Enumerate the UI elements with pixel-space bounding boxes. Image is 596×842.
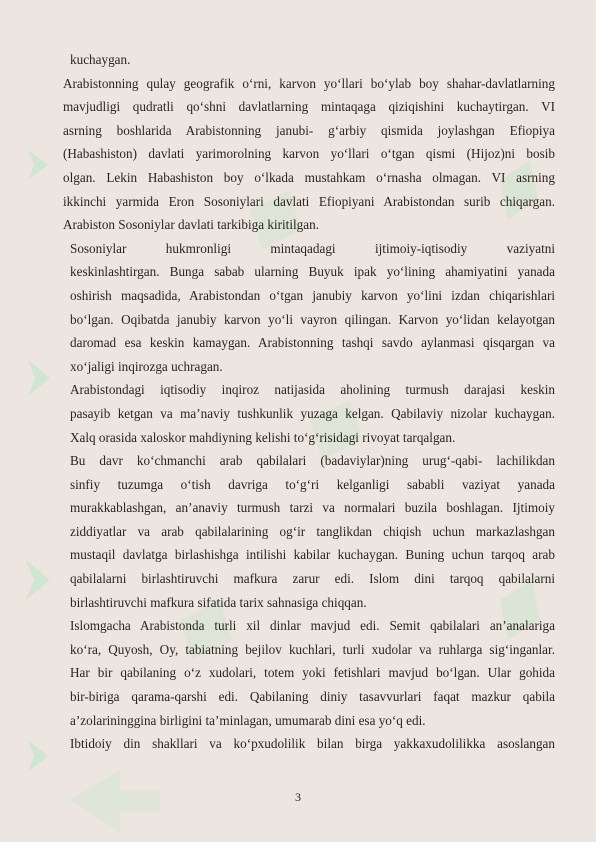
text-line: Har bir qabilaning o‘z xudolari, totem yoki fetishlari mavjud bo‘lgan. Ular gohida: [70, 665, 555, 681]
text-line: Arabistondagi iqtisodiy inqiroz natijasida aholining turmush darajasi keskin: [70, 382, 555, 398]
paragraph-p4: [63, 449, 555, 614]
watermark-chevron: [28, 360, 50, 396]
paragraph-p5: [63, 614, 555, 732]
text-line: olgan. Lekin Habashiston boy o‘lkada mustahkam o‘rnasha olmagan. VI asrning: [63, 169, 555, 185]
text-line: Sosoniylar hukmronligi mintaqadagi ijtimoiy-iqtisodiy vaziyatni: [70, 240, 555, 256]
watermark-chevron: [28, 740, 48, 772]
text-line: Xalq orasida xaloskor mahdiyning kelishi to‘g‘risidagi rivoyat tarqalgan.: [70, 429, 456, 445]
text-line: Arabiston Sosoniylar davlati tarkibiga kiritilgan.: [63, 217, 320, 233]
text-line: bo‘lgan. Oqibatda janubiy karvon yo‘li vayron qilingan. Karvon yo‘lidan kelayotgan: [70, 311, 555, 327]
watermark-chevron: [28, 150, 48, 180]
text-line: daromad esa keskin kamaygan. Arabistonning tashqi savdo aylanmasi qisqargan va: [70, 335, 555, 351]
text-line: birlashtiruvchi mafkura sifatida tarix sahnasiga chiqqan.: [70, 594, 367, 610]
text-line: Islomgacha Arabistonda turli xil dinlar mavjud edi. Semit qabilalari an’analariga: [70, 618, 555, 634]
text-line: mustaqil davlatga birlashishga intilishi kabilar kuchaygan. Buning uchun tarqoq arab: [70, 547, 555, 563]
text-line: xo‘jaligi inqirozga uchragan.: [70, 358, 223, 374]
watermark-chevron: [26, 560, 50, 600]
text-line: oshirish maqsadida, Arabistondan o‘tgan janubiy karvon yo‘lini izdan chiqarishlari: [70, 287, 555, 303]
text-line: mavjudligi qudratli qo‘shni davlatlarning mintaqaga qiziqishini kuchaytirgan. VI: [63, 99, 555, 115]
text-line: kuchaygan.: [70, 52, 131, 67]
text-line: pasayib ketgan va ma’naviy tushkunlik yuzaga kelgan. Qabilaviy nizolar kuchaygan.: [70, 405, 555, 421]
text-line: asrning boshlarida Arabistonning janubi- g‘arbiy qismida joylashgan Efiopiya: [63, 122, 555, 138]
text-line: ziddiyatlar va arab qabilalarining og‘ir tanglikdan chiqish uchun markazlashgan: [70, 523, 555, 539]
text-line: ko‘ra, Quyosh, Oy, tabiatning bejilov kuchlari, turli xudolar va ruhlarga sig‘inganlar.: [70, 641, 555, 657]
text-line: sinfiy tuzumga o‘tish davriga to‘g‘ri kelganligi sababli vaziyat yanada: [70, 476, 555, 492]
paragraph-p2: [63, 237, 555, 379]
paragraph-p6: [63, 732, 555, 756]
paragraph-p3: [63, 378, 555, 449]
text-line: qabilalarni birlashtiruvchi mafkura zarur edi. Islom dini tarqoq qabilalarni: [70, 571, 555, 587]
text-line: keskinlashtirgan. Bunga sabab ularning Buyuk ipak yo‘lining ahamiyatini yanada: [70, 264, 555, 280]
text-line: (Habashiston) davlati yarimorolning karvon yo‘llari o‘tgan qismi (Hijoz)ni bosib: [63, 146, 555, 162]
text-line: ikkinchi yarmida Eron Sosoniylari davlati Efiopiyani Arabistondan surib chiqargan.: [63, 193, 555, 209]
page-number: 3: [295, 790, 301, 804]
page-body: [63, 48, 555, 756]
text-line: Arabistonning qulay geografik o‘rni, karvon yo‘llari bo‘ylab boy shahar-davlatlarning: [63, 75, 555, 91]
text-line: a’zolarininggina birligini ta’minlagan, umumarab dini esa yo‘q edi.: [70, 712, 426, 728]
text-line: bir-biriga qarama-qarshi edi. Qabilaning diniy tasavvurlari faqat mazkur qabila: [70, 689, 555, 705]
text-line: murakkablashgan, an’anaviy turmush tarzi va normalari buzila boshlagan. Ijtimoiy: [70, 500, 555, 516]
paragraph-p1: [63, 72, 555, 237]
paragraph-p0: [63, 48, 555, 72]
text-line: Ibtidoiy din shakllari va ko‘pxudolilik bilan birga yakkaxudolilikka asoslangan: [70, 736, 555, 752]
text-line: Bu davr ko‘chmanchi arab qabilalari (badaviylar)ning urug‘-qabi- lachilikdan: [70, 453, 555, 469]
